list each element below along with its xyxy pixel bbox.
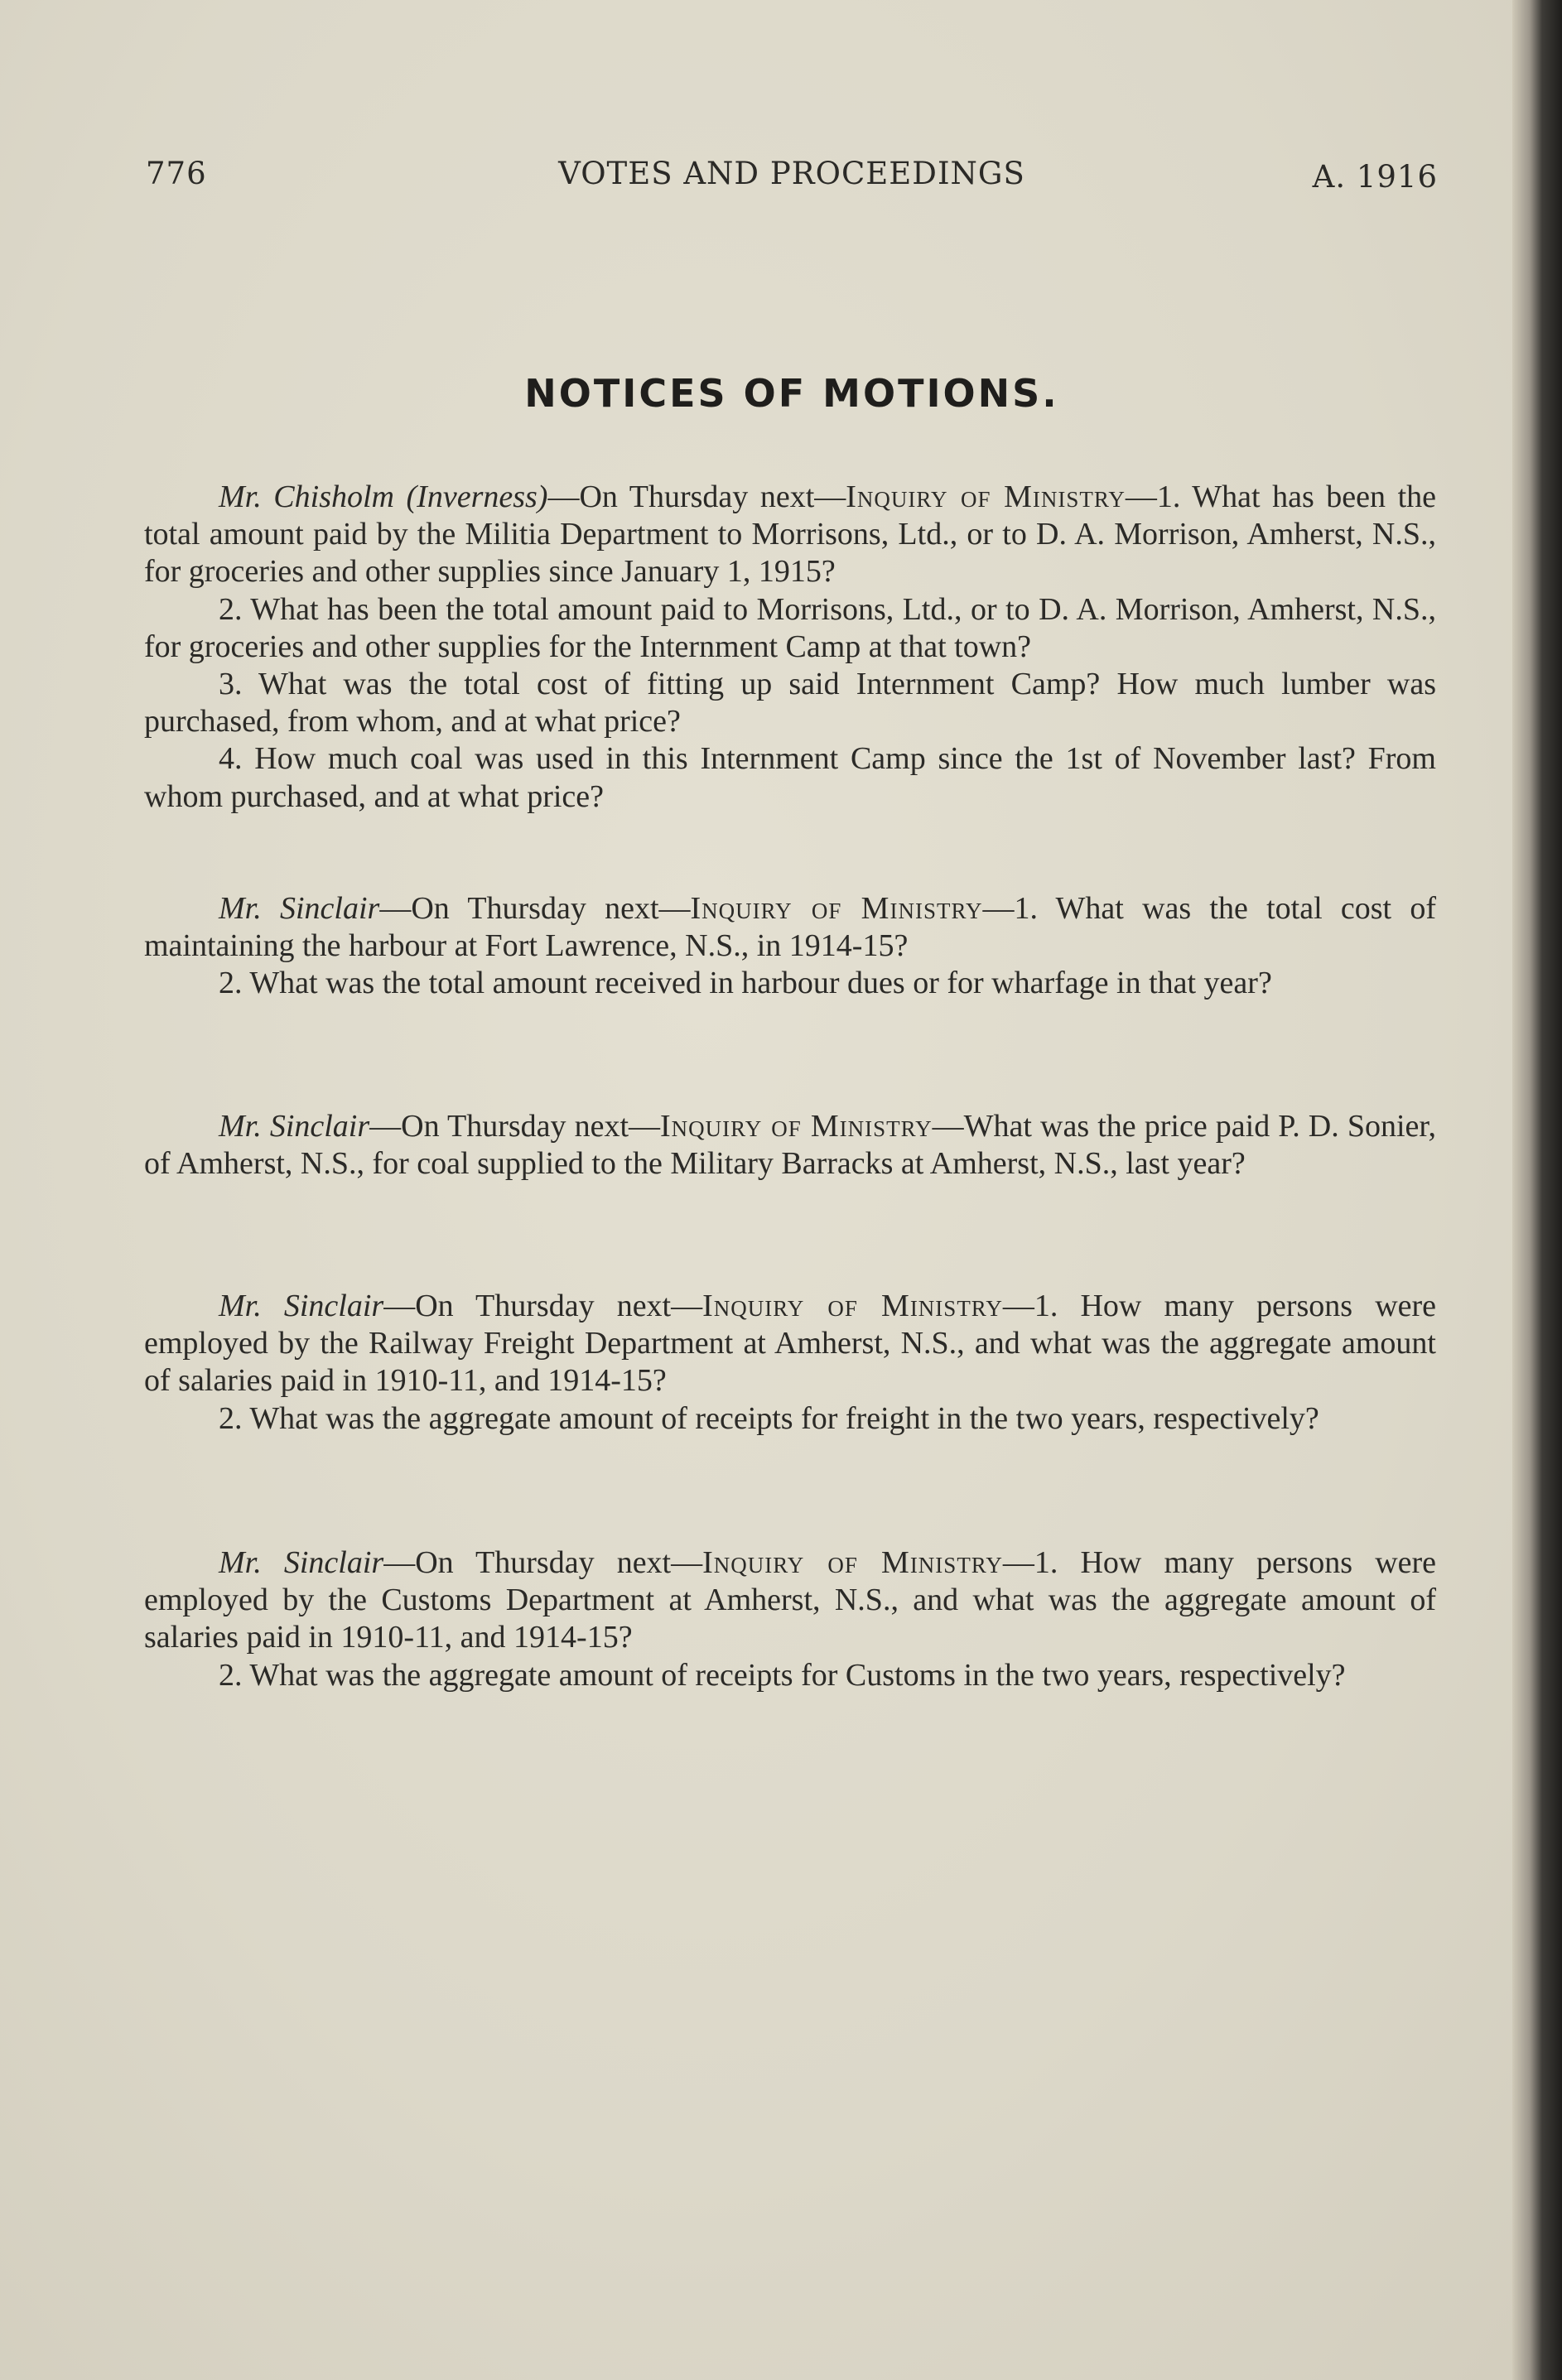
notice-paragraph <box>144 479 1436 591</box>
notice-of-motion <box>144 1288 1436 1438</box>
notice-intro: —On Thursday next— <box>379 891 691 926</box>
notice-item: —1. How many persons were employed by the Customs Department at Amherst, N.S., and what was the aggregate amount of salaries paid in 1910-11, and 1914-15? <box>144 1545 1437 1655</box>
notice-of-motion <box>144 1544 1436 1694</box>
notice-paragraph <box>144 1108 1436 1183</box>
book-spine-shadow <box>1512 0 1562 2380</box>
session-year: A. 1916 <box>1312 159 1438 195</box>
notice-paragraph <box>144 890 1436 965</box>
page-header <box>146 156 1438 197</box>
page-number: 776 <box>146 156 207 191</box>
notice-item: —1. How many persons were employed by the Railway Freight Department at Amherst, N.S., and what was the aggregate amount of salaries paid in 1910-11, and 1914-15? <box>144 1289 1437 1399</box>
notice-item: 2. What was the total amount received in harbour dues or for wharfage in that year? <box>219 966 1272 1001</box>
notice-item: —1. What was the total cost of maintaining the harbour at Fort Lawrence, N.S., in 1914-15? <box>144 891 1437 964</box>
notice-paragraph <box>144 1544 1436 1657</box>
notice-intro: —On Thursday next— <box>383 1289 703 1323</box>
notice-heading: Inquiry of Ministry <box>660 1109 933 1144</box>
notice-heading: Inquiry of Ministry <box>846 479 1126 514</box>
notice-item: 2. What has been the total amount paid to Morrisons, Ltd., or to D. A. Morrison, Amherst, N.S., for groceries and other supplies for the Internment Camp at that town? <box>144 591 1436 664</box>
notice-of-motion <box>144 1108 1436 1183</box>
notice-of-motion <box>144 890 1436 1003</box>
notice-item: 2. What was the aggregate amount of receipts for Customs in the two years, respectively? <box>219 1657 1346 1693</box>
mover-name: Mr. Chisholm (Inverness) <box>219 479 548 514</box>
notice-intro: —On Thursday next— <box>369 1109 661 1144</box>
mover-name: Mr. Sinclair <box>219 1109 370 1144</box>
notice-item: —1. What has been the total amount paid by the Militia Department to Morrisons, Ltd., or to D. A. Morrison, Amherst, N.S., for groceries and other supplies since January 1, 1915? <box>144 479 1436 590</box>
notice-intro: —On Thursday next— <box>547 479 846 514</box>
notice-of-motion <box>144 479 1436 816</box>
notice-heading: Inquiry of Ministry <box>702 1289 1003 1323</box>
notice-heading: Inquiry of Ministry <box>702 1545 1003 1580</box>
section-title: NOTICES OF MOTIONS. <box>524 371 1059 416</box>
mover-name: Mr. Sinclair <box>219 1289 384 1323</box>
running-head: VOTES AND PROCEEDINGS <box>558 156 1025 191</box>
notice-heading: Inquiry of Ministry <box>690 891 983 926</box>
notice-item: —What was the price paid P. D. Sonier, of Amherst, N.S., for coal supplied to the Military Barracks at Amherst, N.S., last year? <box>144 1109 1437 1182</box>
notice-intro: —On Thursday next— <box>383 1545 703 1580</box>
mover-name: Mr. Sinclair <box>219 1545 384 1580</box>
notice-paragraph <box>144 1288 1436 1400</box>
notice-item: 4. How much coal was used in this Internment Camp since the 1st of November last? From whom purchased, and at what price? <box>144 741 1436 814</box>
notice-item: 3. What was the total cost of fitting up said Internment Camp? How much lumber was purchased, from whom, and at what price? <box>144 667 1436 740</box>
notice-item: 2. What was the aggregate amount of receipts for freight in the two years, respectively? <box>219 1400 1319 1436</box>
mover-name: Mr. Sinclair <box>219 891 380 926</box>
